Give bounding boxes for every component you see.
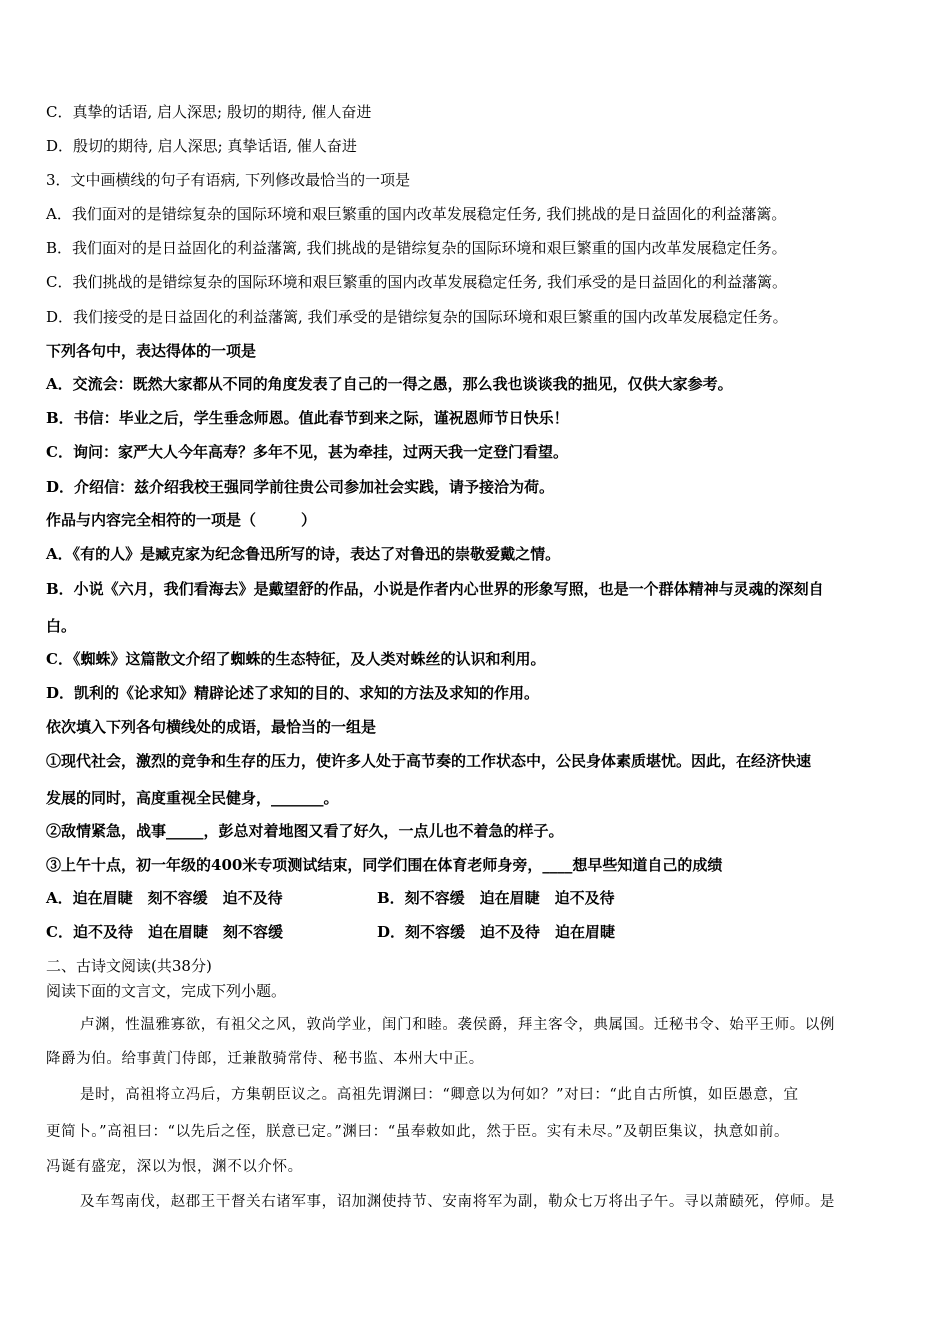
q4-option-c: C．询问：家严大人今年高寿？多年不见，甚为牵挂，过两天我一定登门看望。 — [46, 443, 568, 461]
passage-paragraph-1-continued: 降爵为伯。给事黄门侍郎，迁兼散骑常侍、秘书监、本州大中正。 — [46, 1051, 484, 1067]
q6-option-a: A．迫在眉睫 刻不容缓 迫不及待 — [46, 889, 283, 907]
q6-sentence-2: ②敌情紧急，战事_____，彭总对着地图又看了好久，一点儿也不着急的样子。 — [46, 822, 564, 840]
passage-paragraph-2-line-3: 冯诞有盛宠，深以为恨，渊不以介怀。 — [46, 1159, 303, 1175]
q2-option-c: C．真挚的话语, 启人深思; 殷切的期待, 催人奋进 — [46, 103, 372, 121]
q3-stem: 3．文中画横线的句子有语病, 下列修改最恰当的一项是 — [46, 171, 411, 189]
passage-paragraph-3: 及车驾南伐，赵郡王干督关右诸军事，诏加渊使持节、安南将军为副，勒众七万将出子午。寻以萧赜死，停师。是 — [80, 1194, 835, 1210]
q5-option-d: D．凯利的《论求知》精辟论述了求知的目的、求知的方法及求知的作用。 — [46, 684, 540, 702]
q5-stem: 作品与内容完全相符的一项是（ ） — [46, 511, 317, 529]
q6-stem: 依次填入下列各句横线处的成语，最恰当的一组是 — [46, 718, 377, 736]
passage-paragraph-2: 是时，高祖将立冯后，方集朝臣议之。高祖先谓渊曰：“卿意以为何如？”对曰：“此自古所慎，如臣愚意，宜 — [80, 1087, 799, 1103]
q3-option-c: C．我们挑战的是错综复杂的国际环境和艰巨繁重的国内改革发展稳定任务, 我们承受的是日益固化的利益藩篱。 — [46, 273, 788, 291]
q4-option-b: B．书信：毕业之后，学生垂念师恩。值此春节到来之际，谨祝恩师节日快乐！ — [46, 409, 569, 427]
q3-option-a: A．我们面对的是错综复杂的国际环境和艰巨繁重的国内改革发展稳定任务, 我们挑战的是日益固化的利益藩篱。 — [46, 205, 787, 223]
section-heading: 二、古诗文阅读(共38分) — [46, 957, 212, 975]
q4-option-a: A．交流会：既然大家都从不同的角度发表了自己的一得之愚，那么我也谈谈我的拙见，仅供大家参考。 — [46, 375, 733, 393]
passage-paragraph-1: 卢渊，性温雅寡欲，有祖父之风，敦尚学业，闺门和睦。袭侯爵，拜主客令，典属国。迁秘书令、始平王师。以例 — [80, 1017, 835, 1033]
q5-option-c: C．《蜘蛛》这篇散文介绍了蜘蛛的生态特征，及人类对蛛丝的认识和利用。 — [46, 650, 546, 668]
q6-option-d: D．刻不容缓 迫不及待 迫在眉睫 — [377, 923, 616, 941]
q5-option-b: B．小说《六月，我们看海去》是戴望舒的作品，小说是作者内心世界的形象写照，也是一个群体精神与灵魂的深刻自 — [46, 580, 824, 598]
section-instruction: 阅读下面的文言文，完成下列小题。 — [46, 982, 287, 1000]
q6-sentence-1: ①现代社会，激烈的竞争和生存的压力，使许多人处于高节奏的工作状态中，公民身体素质堪忧。因此，在经济快速 — [46, 752, 812, 770]
q4-stem: 下列各句中，表达得体的一项是 — [46, 342, 257, 360]
q6-sentence-1-continued: 发展的同时，高度重视全民健身，_______。 — [46, 789, 339, 807]
q6-option-c: C．迫不及待 迫在眉睫 刻不容缓 — [46, 923, 283, 941]
q5-option-a: A．《有的人》是臧克家为纪念鲁迅所写的诗，表达了对鲁迅的崇敬爱戴之情。 — [46, 545, 561, 563]
q2-option-d: D．殷切的期待, 启人深思; 真挚话语, 催人奋进 — [46, 137, 357, 155]
passage-paragraph-2-line-2: 更简卜。”高祖曰：“以先后之侄，朕意已定。”渊曰：“虽奉敕如此，然于臣。实有未尽。”及朝臣集议，执意如前。 — [46, 1124, 790, 1140]
q5-option-b-continued: 白。 — [46, 617, 77, 635]
q6-sentence-3: ③上午十点，初一年级的400米专项测试结束，同学们围在体育老师身旁，____想早些知道自己的成绩 — [46, 856, 723, 874]
q6-option-b: B．刻不容缓 迫在眉睫 迫不及待 — [377, 889, 615, 907]
q3-option-b: B．我们面对的是日益固化的利益藩篱, 我们挑战的是错综复杂的国际环境和艰巨繁重的国内改革发展稳定任务。 — [46, 239, 787, 257]
q3-option-d: D．我们接受的是日益固化的利益藩篱, 我们承受的是错综复杂的国际环境和艰巨繁重的国内改革发展稳定任务。 — [46, 308, 788, 326]
q4-option-d: D．介绍信：兹介绍我校王强同学前往贵公司参加社会实践，请予接洽为荷。 — [46, 478, 555, 496]
